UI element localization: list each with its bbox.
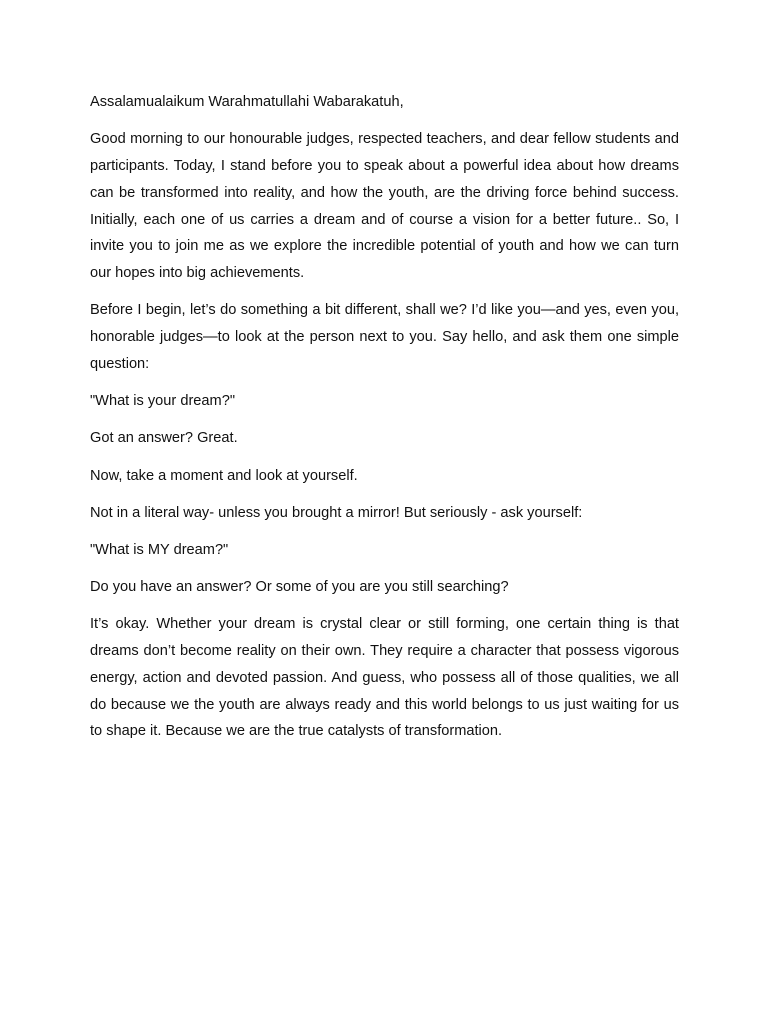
interaction-paragraph: Before I begin, let’s do something a bit different, shall we? I’d like you—and yes, even you, honorable judges—to look at the person next to you. Say hello, and ask them one simple question: — [90, 302, 679, 372]
reflection-paragraph: Now, take a moment and look at yourself. — [90, 467, 358, 484]
self-question-paragraph: "What is MY dream?" — [90, 541, 229, 558]
humor-paragraph: Not in a literal way- unless you brought a mirror! But seriously - ask yourself: — [90, 504, 583, 521]
greeting-paragraph: Assalamualaikum Warahmatullahi Wabarakatuh, — [90, 94, 404, 110]
searching-paragraph: Do you have an answer? Or some of you are you still searching? — [90, 579, 509, 596]
speech-text — [90, 89, 679, 756]
response-paragraph: Got an answer? Great. — [90, 430, 238, 447]
opening-paragraph: Good morning to our honourable judges, respected teachers, and dear fellow students and participants. Today, I stand before you to speak about a powerful idea about how dreams can be transformed into reality, and how the youth, are the driving force behind success. Initially, each one of us carries a dream and of course a vision for a better future.. So, I invite you to join me as we explore the incredible potential of youth and how we can turn our hopes into big achievements. — [90, 131, 679, 282]
closing-paragraph: It’s okay. Whether your dream is crystal clear or still forming, one certain thing is that dreams don’t become reality on their own. They require a character that possess vigorous energy, action and devoted passion. And guess, who possess all of those qualities, we all do because we the youth are always ready and this world belongs to us just waiting for us to shape it. Because we are the true catalysts of transformation. — [90, 616, 679, 740]
question-paragraph: "What is your dream?" — [90, 393, 235, 410]
